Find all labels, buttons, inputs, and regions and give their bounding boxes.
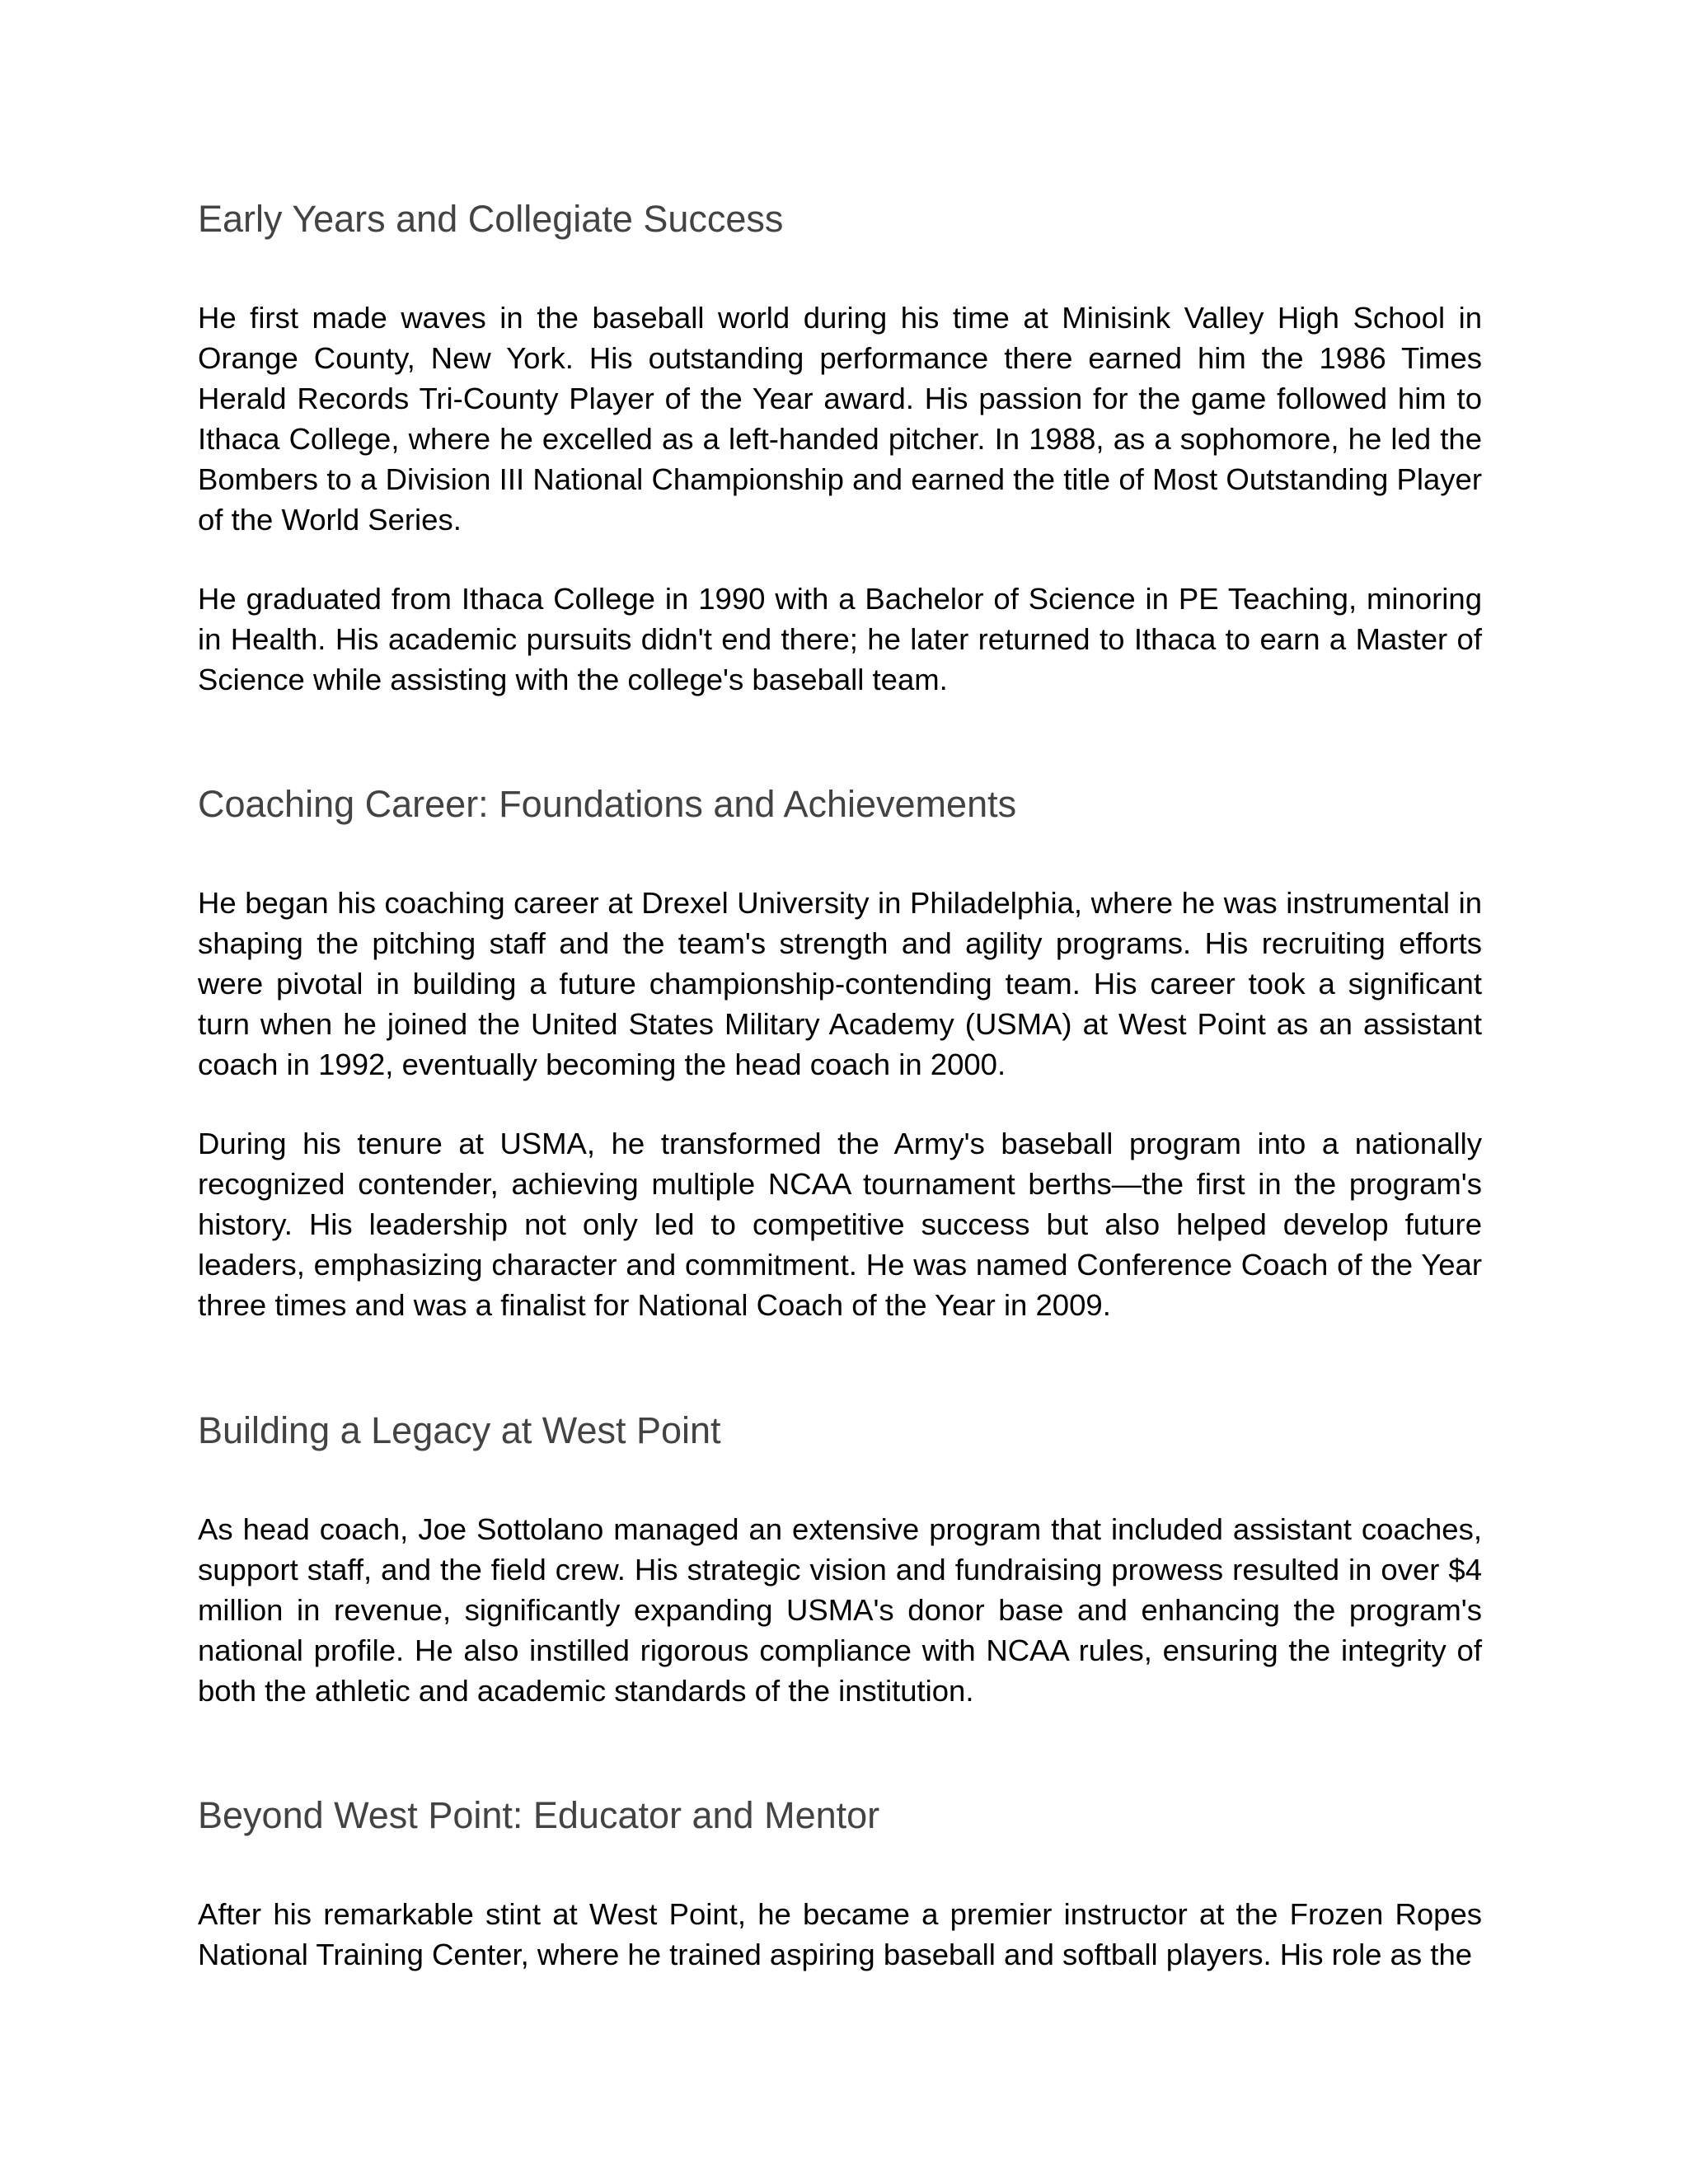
section-heading-early-years: Early Years and Collegiate Success	[198, 198, 784, 240]
paragraph: He first made waves in the baseball world during his time at Minisink Valley High School in Orange County, New York. His outstanding performance there earned him the 1986 Times Herald Records Tri-County Player of the Year award. His passion for the game followed him to Ithaca College, where he excelled as a left-handed pitcher. In 1988, as a sophomore, he led the Bombers to a Division III National Championship and earned the title of Most Outstanding Player of the World Series.	[198, 301, 1482, 537]
paragraph: After his remarkable stint at West Point, he became a premier instructor at the Frozen Ropes National Training Center, where he trained aspiring baseball and softball players. His role as the	[198, 1897, 1482, 1971]
paragraph: He began his coaching career at Drexel University in Philadelphia, where he was instrumental in shaping the pitching staff and the team's strength and agility programs. His recruiting efforts were pivotal in building a future championship-contending team. His career took a significant turn when he joined the United States Military Academy (USMA) at West Point as an assistant coach in 1992, eventually becoming the head coach in 2000.	[198, 886, 1482, 1081]
paragraph: He graduated from Ithaca College in 1990 with a Bachelor of Science in PE Teaching, minoring in Health. His academic pursuits didn't end there; he later returned to Ithaca to earn a Master of Science while assisting with the college's baseball team.	[198, 582, 1482, 696]
section-heading-coaching-career: Coaching Career: Foundations and Achievements	[198, 783, 1017, 825]
section-heading-beyond-west-point: Beyond West Point: Educator and Mentor	[198, 1794, 880, 1836]
paragraph: During his tenure at USMA, he transformed the Army's baseball program into a nationally recognized contender, achieving multiple NCAA tournament berths—the first in the program's history. His leadership not only led to competitive success but also helped develop future leaders, emphasizing character and commitment. He was named Conference Coach of the Year three times and was a finalist for National Coach of the Year in 2009.	[198, 1127, 1482, 1322]
paragraph: As head coach, Joe Sottolano managed an extensive program that included assistant coaches, support staff, and the field crew. His strategic vision and fundraising prowess resulted in over $4 million in revenue, significantly expanding USMA's donor base and enhancing the program's national profile. He also instilled rigorous compliance with NCAA rules, ensuring the integrity of both the athletic and academic standards of the institution.	[198, 1512, 1482, 1708]
section-heading-legacy-west-point: Building a Legacy at West Point	[198, 1409, 721, 1451]
